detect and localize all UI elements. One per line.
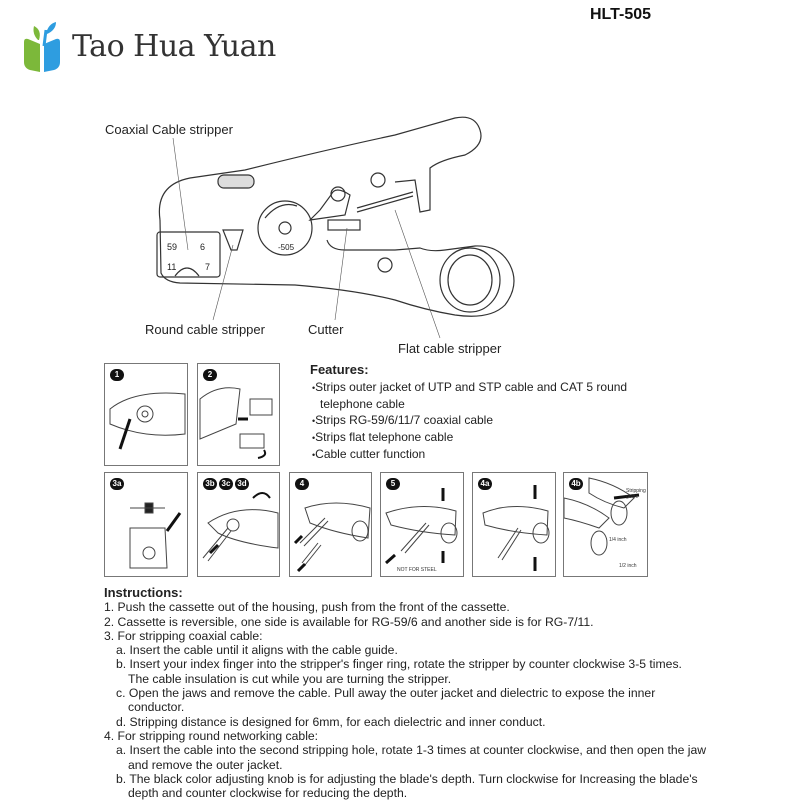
step-panel-2 [197,363,280,466]
instruction-line: b. Insert your index finger into the stripper's finger ring, rotate the stripper by counter clockwise 3-5 times. [116,657,682,672]
step-note: Stripping guide [626,488,646,500]
step-note: 1/4 inch [609,537,627,543]
brand-logo [22,18,276,74]
svg-text:6: 6 [200,242,206,252]
instruction-line: 2. Cassette is reversible, one side is available for RG-59/6 and another side is for RG-7/11. [104,614,594,629]
features-section [310,362,640,463]
feature-item: • Strips flat telephone cable [310,429,640,446]
instruction-line: 3. For stripping coaxial cable: [104,628,263,643]
step-badge: 1 [110,369,124,381]
step-panel-4b [563,472,648,577]
leaf-logo-icon [22,20,62,72]
instructions-title: Instructions: [104,585,183,600]
step-badge: 3b 3c 3d [203,478,249,490]
step-note: 1/2 inch [619,563,637,569]
svg-text:11: 11 [167,262,177,272]
step-badge: 4 [295,478,309,490]
step-badge: 4b [569,478,583,490]
step-panel-4a [472,472,556,577]
features-list [310,379,640,463]
instruction-line: a. Insert the cable into the second stripping hole, rotate 1-3 times at counter clockwise, and then open the jaw [116,743,707,758]
instruction-line: 4. For stripping round networking cable: [104,728,319,743]
instruction-line: 1. Push the cassette out of the housing, push from the front of the cassette. [104,600,510,615]
step-panel-3bcd [197,472,280,577]
instruction-line: a. Insert the cable until it aligns with the cable guide. [116,643,398,658]
step-note: NOT FOR STEEL [397,567,437,573]
callout-cutter: Cutter [308,322,344,337]
tool-diagram [95,100,545,370]
step-badge: 5 [386,478,400,490]
model-number: HLT-505 [590,6,652,23]
feature-item: • Strips outer jacket of UTP and STP cable and CAT 5 round telephone cable [310,379,640,412]
callout-flat-stripper: Flat cable stripper [398,341,502,356]
instruction-line: c. Open the jaws and remove the cable. Pull away the outer jacket and dielectric to expose the inner [116,686,656,701]
step-panel-3a [104,472,188,577]
callout-leader-lines [95,100,545,370]
step-panel-4 [289,472,372,577]
feature-item: • Cable cutter function [310,446,640,463]
callout-coaxial-stripper: Coaxial Cable stripper [105,122,233,137]
instruction-line: The cable insulation is cut while you are turning the stripper. [128,671,452,686]
step-panel-1 [104,363,188,466]
feature-item: • Strips RG-59/6/11/7 coaxial cable [310,412,640,429]
instruction-line: conductor. [128,700,185,715]
instructions-section [104,586,794,800]
svg-text:7: 7 [205,262,211,272]
features-title: Features: [310,362,369,377]
step-panel-5 [380,472,464,577]
step-badge: 2 [203,369,217,381]
instruction-line: depth and counter clockwise for reducing the depth. [128,786,408,800]
brand-name: Tao Hua Yuan [72,28,276,64]
svg-text:59: 59 [167,242,178,252]
instruction-line: b. The black color adjusting knob is for adjusting the blade's depth. Turn clockwise for Increasing the blade's [116,771,698,786]
svg-text:-505: -505 [278,243,295,252]
step-badge: 3a [110,478,124,490]
instruction-line: and remove the outer jacket. [128,757,283,772]
instruction-line: d. Stripping distance is designed for 6mm, for each dielectric and inner conduct. [116,714,546,729]
step-badge: 4a [478,478,492,490]
callout-round-stripper: Round cable stripper [145,322,265,337]
